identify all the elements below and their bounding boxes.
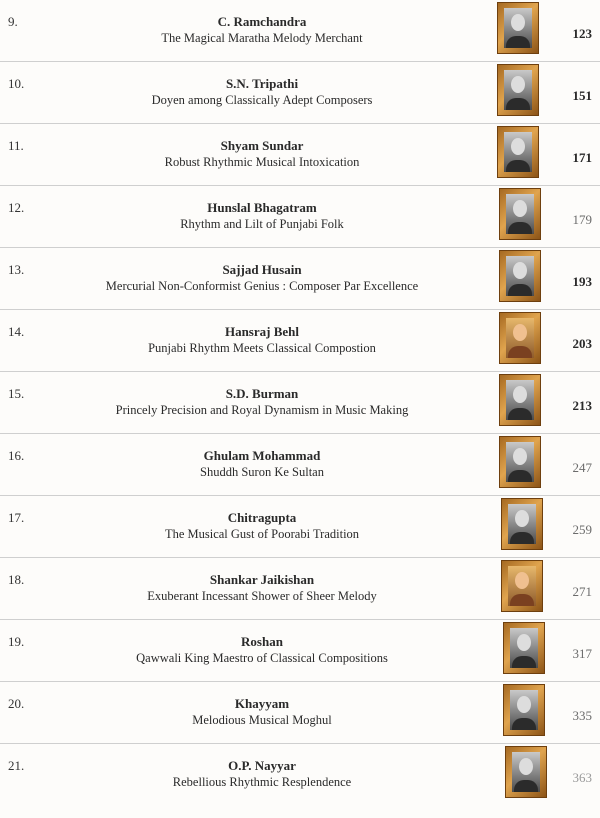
composer-name: Shyam Sundar	[220, 138, 304, 153]
entry-number: 11.	[8, 138, 24, 153]
toc-entry[interactable]	[0, 372, 600, 434]
entry-number: 15.	[8, 386, 25, 401]
chapter-subtitle: Mercurial Non-Conformist Genius : Composer Par Excellence	[105, 279, 419, 293]
page-number: 213	[572, 398, 592, 413]
toc-entry[interactable]	[0, 434, 600, 496]
toc-entry[interactable]	[0, 310, 600, 372]
toc-entry[interactable]	[0, 496, 600, 558]
composer-name: Sajjad Husain	[222, 262, 302, 277]
chapter-subtitle: Exuberant Incessant Shower of Sheer Melody	[147, 589, 377, 603]
page-number: 151	[572, 88, 592, 103]
entry-number: 21.	[8, 758, 25, 773]
chapter-subtitle: Rebellious Rhythmic Resplendence	[172, 775, 352, 789]
composer-name: Roshan	[241, 634, 283, 649]
composer-portrait	[501, 498, 543, 550]
composer-portrait	[499, 436, 541, 488]
entry-number: 17.	[8, 510, 25, 525]
page-number: 203	[572, 336, 592, 351]
chapter-subtitle: The Magical Maratha Melody Merchant	[161, 31, 363, 45]
entry-number: 20.	[8, 696, 25, 711]
composer-portrait	[503, 684, 545, 736]
composer-portrait	[503, 622, 545, 674]
composer-portrait	[497, 126, 539, 178]
composer-name: Ghulam Mohammad	[203, 448, 321, 463]
composer-portrait	[497, 64, 539, 116]
composer-portrait	[499, 312, 541, 364]
entry-number: 19.	[8, 634, 25, 649]
toc-entry[interactable]	[0, 248, 600, 310]
composer-name: Hansraj Behl	[224, 324, 300, 339]
chapter-subtitle: Robust Rhythmic Musical Intoxication	[164, 155, 360, 169]
chapter-subtitle: The Musical Gust of Poorabi Tradition	[164, 527, 360, 541]
composer-portrait	[497, 2, 539, 54]
page-number: 259	[572, 522, 592, 537]
entry-number: 16.	[8, 448, 25, 463]
entry-number: 13.	[8, 262, 25, 277]
composer-name: C. Ramchandra	[217, 14, 307, 29]
composer-portrait	[505, 746, 547, 798]
page-number: 171	[572, 150, 592, 165]
entry-number: 9.	[8, 14, 18, 29]
toc-entry[interactable]	[0, 558, 600, 620]
composer-portrait	[499, 374, 541, 426]
page-number: 363	[572, 770, 592, 785]
composer-portrait	[499, 188, 541, 240]
chapter-subtitle: Princely Precision and Royal Dynamism in Music Making	[115, 403, 409, 417]
toc-entry[interactable]	[0, 124, 600, 186]
chapter-subtitle: Melodious Musical Moghul	[192, 713, 332, 727]
composer-name: S.N. Tripathi	[225, 76, 299, 91]
toc-entry[interactable]	[0, 682, 600, 744]
page-number: 179	[572, 212, 592, 227]
page-number: 317	[572, 646, 592, 661]
chapter-subtitle: Qawwali King Maestro of Classical Compositions	[136, 651, 388, 665]
toc-entry[interactable]	[0, 620, 600, 682]
toc-entry[interactable]	[0, 0, 600, 62]
entry-number: 14.	[8, 324, 25, 339]
composer-portrait	[499, 250, 541, 302]
composer-name: O.P. Nayyar	[228, 758, 296, 773]
composer-name: Chitragupta	[227, 510, 297, 525]
page-number: 247	[572, 460, 592, 475]
chapter-subtitle: Shuddh Suron Ke Sultan	[200, 465, 324, 479]
chapter-subtitle: Doyen among Classically Adept Composers	[151, 93, 373, 107]
entry-number: 10.	[8, 76, 25, 91]
page-number: 271	[572, 584, 592, 599]
composer-name: Shankar Jaikishan	[209, 572, 315, 587]
entry-number: 12.	[8, 200, 25, 215]
composer-name: S.D. Burman	[225, 386, 299, 401]
composer-portrait	[501, 560, 543, 612]
page-number: 335	[572, 708, 592, 723]
composer-name: Hunslal Bhagatram	[207, 200, 317, 215]
chapter-subtitle: Rhythm and Lilt of Punjabi Folk	[180, 217, 344, 231]
entry-number: 18.	[8, 572, 25, 587]
chapter-subtitle: Punjabi Rhythm Meets Classical Compostion	[148, 341, 376, 355]
toc-entry[interactable]	[0, 62, 600, 124]
toc-entry[interactable]	[0, 186, 600, 248]
composer-name: Khayyam	[234, 696, 290, 711]
page-number: 123	[572, 26, 592, 41]
toc-entry[interactable]	[0, 744, 600, 806]
page-number: 193	[572, 274, 592, 289]
